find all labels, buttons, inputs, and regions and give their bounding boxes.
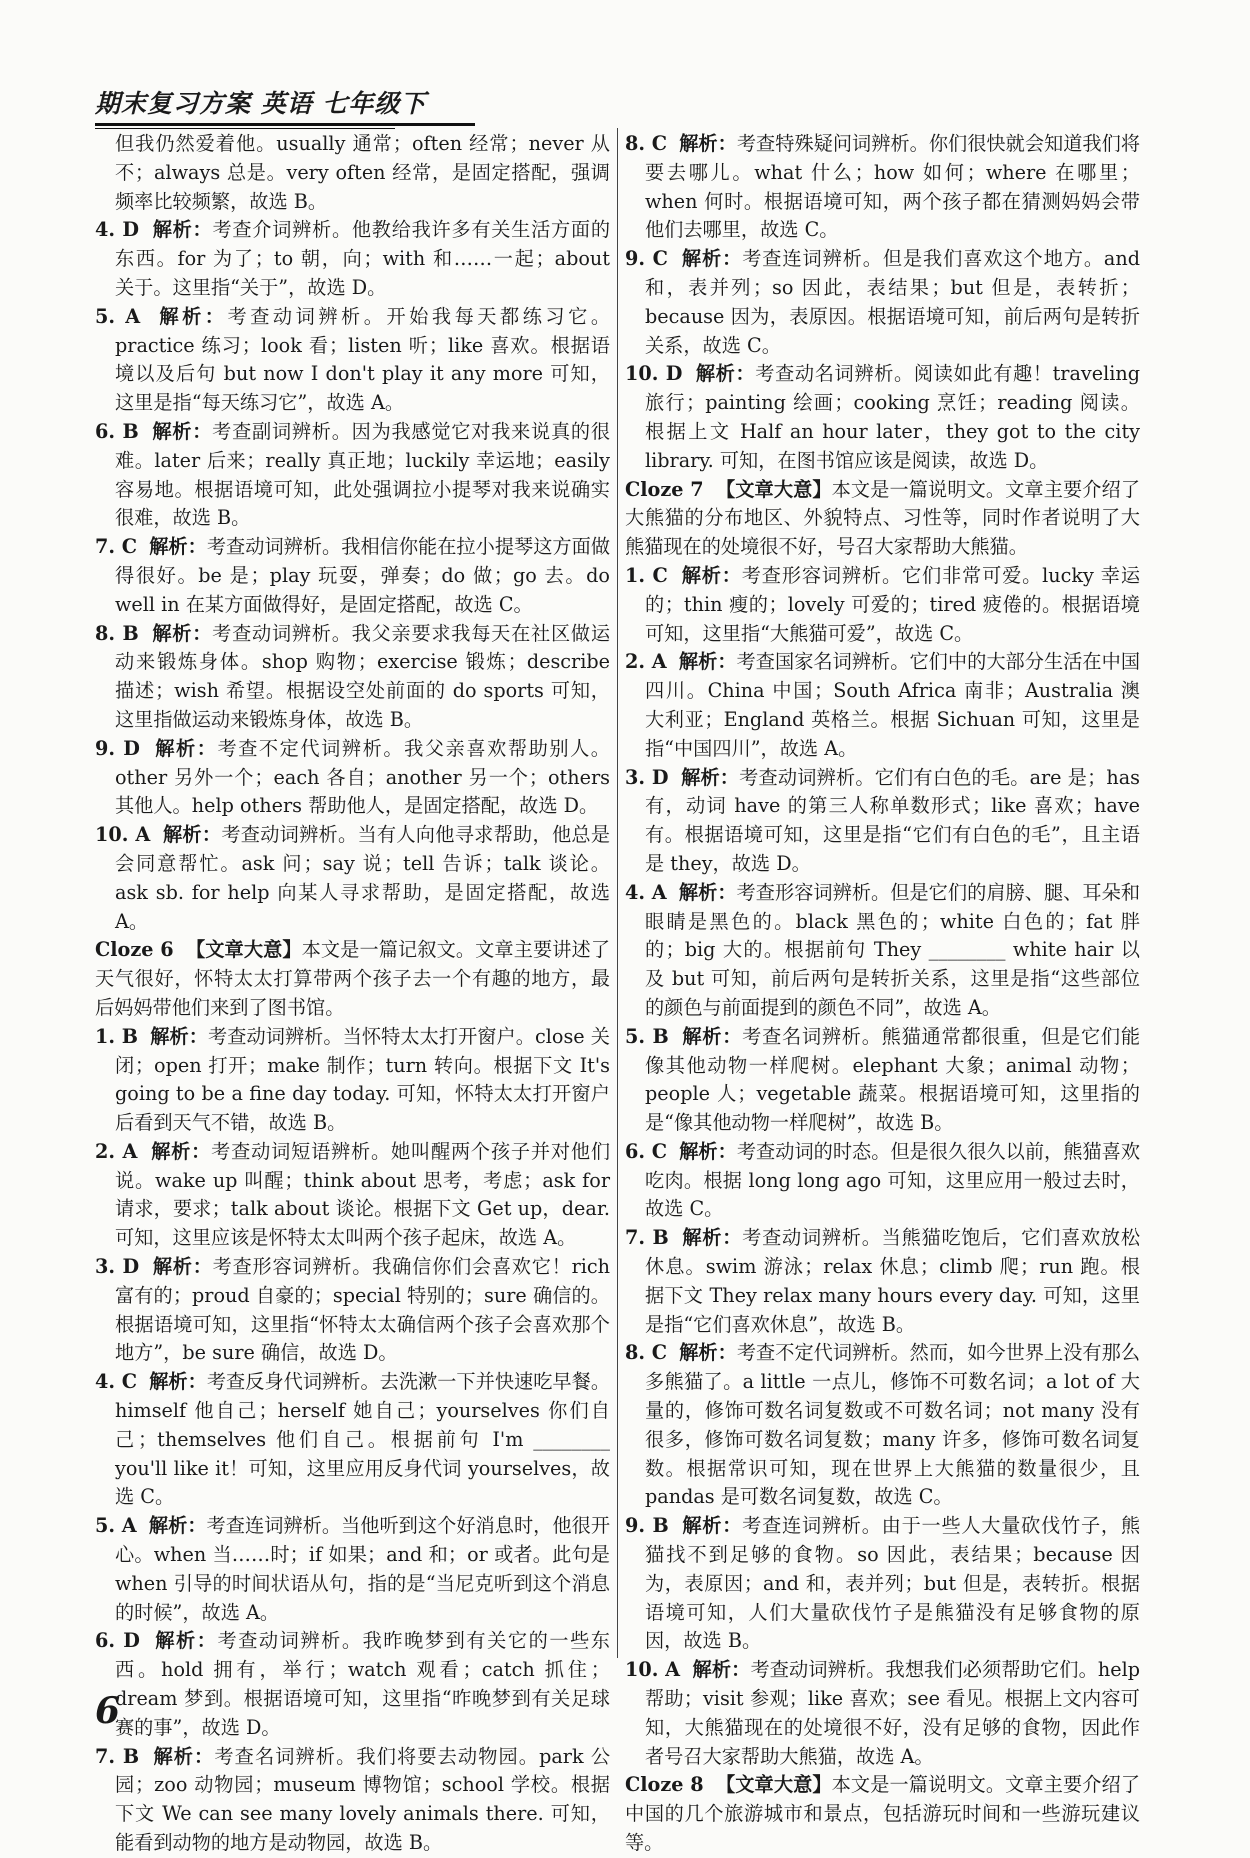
answer-number: 9. D xyxy=(95,736,140,760)
answer-number: 2. A xyxy=(95,1139,138,1163)
cloze-tag: 【文章大意】 xyxy=(715,1773,832,1797)
analysis-label: 解析： xyxy=(151,1139,212,1163)
analysis-label: 解析： xyxy=(159,304,228,328)
answer-text: 考查动词短语辨析。她叫醒两个孩子并对他们说。wake up 叫醒；think about 思考，考虑；ask for 请求，要求；talk about 谈论。根据下文 Get up，dear. 可知，这里应该是怀特太太叫两个孩子起床，故选 A。 xyxy=(115,1139,611,1250)
answer-number: 9. C xyxy=(625,247,668,271)
analysis-label: 解析： xyxy=(695,362,756,386)
analysis-label: 解析： xyxy=(152,218,213,242)
answer-number: 3. D xyxy=(95,1255,140,1279)
answer-text: 考查动词辨析。我相信你能在拉小提琴这方面做得很好。be 是；play 玩耍，弹奏；do 做；go 去。do well in 在某方面做得好，是固定搭配，故选 C。 xyxy=(115,535,611,616)
answer-text: 考查动词辨析。当熊猫吃饱后，它们喜欢放松休息。swim 游泳；relax 休息；climb 爬；run 跑。根据下文 They relax many hours every day. 可知，这里是指“它们喜欢休息”，故选 B。 xyxy=(645,1226,1141,1336)
answer-item xyxy=(625,764,1140,879)
analysis-label: 解析： xyxy=(155,1629,218,1653)
right-column xyxy=(625,130,1140,1858)
answer-number: 5. B xyxy=(625,1024,669,1048)
answer-number: 3. D xyxy=(625,765,669,789)
analysis-label: 解析： xyxy=(678,650,737,674)
answer-item xyxy=(95,1512,610,1627)
answer-item xyxy=(625,1656,1140,1771)
analysis-label: 解析： xyxy=(155,736,218,760)
analysis-label: 解析： xyxy=(149,1370,207,1394)
answer-text: 考查连词辨析。当他听到这个好消息时，他很开心。when 当……时；if 如果；and 和；or 或者。此句是 when 引导的时间状语从句，指的是“当尼克听到这个消息的时候”，故选 A。 xyxy=(115,1514,611,1624)
analysis-label: 解析： xyxy=(679,1341,737,1365)
answer-text: 考查形容词辨析。但是它们的肩膀、腿、耳朵和眼睛是黑色的。black 黑色的；white 白色的；fat 胖的；big 大的。根据前句 They ________ white hair 以及 but 可知，前后两句是转折关系，这里是指“这些部位的颜色与前面提到的颜色不同”，故选 A。 xyxy=(645,880,1141,1019)
answer-text: 考查连词辨析。但是我们喜欢这个地方。and 和，表并列；so 因此，表结果；but 但是，表转折；because 因为，表原因。根据语境可知，前后两句是转折关系，故选 C。 xyxy=(645,247,1140,357)
answer-number: 2. A xyxy=(625,650,667,674)
answer-item xyxy=(625,648,1140,763)
cloze-label: Cloze 6 xyxy=(95,938,174,962)
answer-item xyxy=(95,1627,610,1742)
analysis-label: 解析： xyxy=(679,1139,737,1163)
answer-number: 6. D xyxy=(95,1629,140,1653)
analysis-label: 解析： xyxy=(682,1514,743,1538)
cloze-summary xyxy=(625,1771,1140,1857)
answer-item xyxy=(95,735,610,821)
answer-text: 考查不定代词辨析。然而，如今世界上没有那么多熊猫了。a little 一点儿，修饰不可数名词；a lot of 大量的，修饰可数名词复数或不可数名词；not many 没有很多，修饰可数名词复数；many 许多，修饰可数名词复数。根据常识可知，现在世界上大熊猫的数量很少，且 pandas 是可数名词复数，故选 C。 xyxy=(645,1341,1141,1509)
answer-text: 考查名词辨析。熊猫通常都很重，但是它们能像其他动物一样爬树。elephant 大象；animal 动物；people 人；vegetable 蔬菜。根据语境可知，这里指的是“像其他动物一样爬树”，故选 B。 xyxy=(645,1024,1141,1135)
cloze-text: 本文是一篇记叙文。文章主要讲述了天气很好，怀特太太打算带两个孩子去一个有趣的地方，最后妈妈带他们来到了图书馆。 xyxy=(95,938,611,1019)
answer-item xyxy=(95,1253,610,1368)
header-title: 期末复习方案 英语 七年级下 xyxy=(95,89,427,118)
analysis-label: 解析： xyxy=(679,132,737,155)
answer-text: 考查连词辨析。由于一些人大量砍伐竹子，熊猫找不到足够的食物。so 因此，表结果；because 因为，表原因；and 和，表并列；but 但是，表转折。根据语境可知，人们大量砍伐竹子是熊猫没有足够食物的原因，故选 B。 xyxy=(645,1514,1141,1653)
answer-item xyxy=(625,130,1140,245)
answer-number: 10. A xyxy=(95,823,151,847)
answer-number: 10. A xyxy=(625,1658,681,1682)
cloze-label: Cloze 8 xyxy=(625,1773,704,1797)
answer-text: 考查动词辨析。我父亲要求我每天在社区做运动来锻炼身体。shop 购物；exercise 锻炼；describe 描述；wish 希望。根据设空处前面的 do sports 可知，这里指做运动来锻炼身体，故选 B。 xyxy=(115,621,611,731)
answer-item xyxy=(95,418,610,533)
answer-item xyxy=(95,821,610,936)
analysis-label: 解析： xyxy=(682,1024,743,1048)
answer-item xyxy=(625,1339,1140,1512)
analysis-label: 解析： xyxy=(149,535,207,559)
answer-item xyxy=(625,245,1140,360)
answer-text: 考查国家名词辨析。它们中的大部分生活在中国四川。China 中国；South Africa 南非；Australia 澳大利亚；England 英格兰。根据 Sichuan 可知，这里是指“中国四川”，故选 A。 xyxy=(645,650,1141,760)
answer-text: 考查副词辨析。因为我感觉它对我来说真的很难。later 后来；really 真正地；luckily 幸运地；easily 容易地。根据语境可知，此处强调拉小提琴对我来说确实很难，故选 B。 xyxy=(115,419,611,530)
answer-number: 8. C xyxy=(625,1341,667,1365)
answer-text: 考查名词辨析。我们将要去动物园。park 公园；zoo 动物园；museum 博物馆；school 学校。根据下文 We can see many lovely animals there. 可知，能看到动物的地方是动物园，故选 B。 xyxy=(115,1744,611,1855)
answer-number: 4. D xyxy=(95,218,140,242)
answer-number: 5. A xyxy=(95,304,141,328)
answer-text: 考查特殊疑问词辨析。你们很快就会知道我们将要去哪儿。what 什么；how 如何；where 在哪里；when 何时。根据语境可知，两个孩子都在猜测妈妈会带他们去哪里，故选 C。 xyxy=(645,132,1141,242)
answer-text: 考查动词的时态。但是很久很久以前，熊猫喜欢吃肉。根据 long long ago 可知，这里应用一般过去时，故选 C。 xyxy=(645,1139,1141,1221)
cloze-text: 本文是一篇说明文。文章主要介绍了大熊猫的分布地区、外貌特点、习性等，同时作者说明了大熊猫现在的处境很不好，号召大家帮助大熊猫。 xyxy=(625,477,1141,559)
cloze-summary xyxy=(95,936,610,1022)
analysis-label: 解析： xyxy=(153,1744,215,1768)
analysis-label: 解析： xyxy=(678,880,737,904)
answer-text: 考查形容词辨析。它们非常可爱。lucky 幸运的；thin 瘦的；lovely 可爱的；tired 疲倦的。根据语境可知，这里指“大熊猫可爱”，故选 C。 xyxy=(645,563,1141,645)
answer-item xyxy=(625,1512,1140,1656)
answer-text: 考查介词辨析。他教给我许多有关生活方面的东西。for 为了；to 朝，向；with 和……一起；about 关于。这里指“关于”，故选 D。 xyxy=(115,218,611,299)
column-divider xyxy=(617,128,618,1658)
answer-text: 考查动词辨析。开始我每天都练习它。practice 练习；look 看；listen 听；like 喜欢。根据语境以及后句 but now I don't play it any more 可知，这里是指“每天练习它”，故选 A。 xyxy=(115,304,611,415)
answer-text: 考查动名词辨析。阅读如此有趣！traveling 旅行；painting 绘画；cooking 烹饪；reading 阅读。根据上文 Half an hour later，they got to the city library. 可知，在图书馆应该是阅读，故选 D。 xyxy=(645,362,1141,472)
answer-number: 5. A xyxy=(95,1514,137,1538)
answer-text: 考查动词辨析。当有人向他寻求帮助，他总是会同意帮忙。ask 问；say 说；tell 告诉；talk 谈论。ask sb. for help 向某人寻求帮助，是固定搭配，故选 A。 xyxy=(115,823,611,933)
cloze-tag: 【文章大意】 xyxy=(185,938,302,962)
answer-item xyxy=(625,1023,1140,1138)
answer-text: 考查反身代词辨析。去洗漱一下并快速吃早餐。himself 他自己；herself 她自己；yourselves 你们自己；themselves 他们自己。根据前句 I'm ________ you'll like it！可知，这里应用反身代词 yourselves，故选 C。 xyxy=(115,1370,611,1509)
carry-over-text: 但我仍然爱着他。usually 通常；often 经常；never 从不；always 总是。very often 经常，是固定搭配，强调频率比较频繁，故选 B。 xyxy=(115,132,610,213)
analysis-label: 解析： xyxy=(162,823,222,847)
answer-item xyxy=(95,1023,610,1138)
answer-item xyxy=(95,303,610,418)
cloze-text: 本文是一篇说明文。文章主要介绍了中国的几个旅游城市和景点，包括游玩时间和一些游玩建议等。 xyxy=(625,1773,1141,1855)
answer-text: 考查动词辨析。我想我们必须帮助它们。help 帮助；visit 参观；like 喜欢；see 看见。根据上文内容可知，大熊猫现在的处境很不好，没有足够的食物，因此作者号召大家帮助大熊猫，故选 A。 xyxy=(645,1658,1141,1768)
answer-text: 考查动词辨析。它们有白色的毛。are 是；has 有，动词 have 的第三人称单数形式；like 喜欢；have 有。根据语境可知，这里是指“它们有白色的毛”，且主语是 they，故选 D。 xyxy=(645,765,1141,875)
answer-number: 8. B xyxy=(95,621,139,645)
cloze-label: Cloze 7 xyxy=(625,477,704,501)
answer-number: 1. B xyxy=(95,1024,138,1048)
answer-number: 7. C xyxy=(95,535,137,559)
analysis-label: 解析： xyxy=(681,765,740,789)
answer-number: 6. C xyxy=(625,1139,667,1163)
analysis-label: 解析： xyxy=(148,1514,207,1538)
answer-item xyxy=(625,1138,1140,1224)
answer-number: 7. B xyxy=(625,1226,669,1250)
left-column xyxy=(95,130,610,1858)
answer-item xyxy=(625,1224,1140,1339)
analysis-label: 解析： xyxy=(152,1255,213,1279)
analysis-label: 解析： xyxy=(681,563,742,587)
header-rule-thin xyxy=(95,128,395,129)
cloze-tag: 【文章大意】 xyxy=(715,477,832,501)
answer-number: 7. B xyxy=(95,1744,140,1768)
answer-number: 10. D xyxy=(625,362,683,386)
answer-number: 1. C xyxy=(625,563,668,587)
answer-item xyxy=(95,620,610,735)
answer-number: 4. A xyxy=(625,880,667,904)
analysis-label: 解析： xyxy=(681,247,743,271)
page-header xyxy=(95,84,475,129)
answer-number: 6. B xyxy=(95,419,139,443)
answer-item xyxy=(625,562,1140,648)
cloze-summary xyxy=(625,476,1140,562)
analysis-label: 解析： xyxy=(150,1024,208,1048)
answer-text: 考查动词辨析。当怀特太太打开窗户。close 关闭；open 打开；make 制作；turn 转向。根据下文 It's going to be a fine day today. 可知，怀特太太打开窗户后看到天气不错，故选 B。 xyxy=(115,1024,610,1135)
answer-text: 考查不定代词辨析。我父亲喜欢帮助别人。other 另外一个；each 各自；another 另一个；others 其他人。help others 帮助他人，是固定搭配，故选 D。 xyxy=(115,736,610,818)
answer-item xyxy=(95,1743,610,1858)
analysis-label: 解析： xyxy=(152,621,213,645)
analysis-label: 解析： xyxy=(152,419,213,443)
analysis-label: 解析： xyxy=(692,1658,751,1682)
answer-item xyxy=(625,879,1140,1023)
header-rule xyxy=(95,123,475,126)
analysis-label: 解析： xyxy=(682,1226,743,1250)
answer-item xyxy=(95,216,610,302)
answer-text: 考查形容词辨析。我确信你们会喜欢它！rich 富有的；proud 自豪的；special 特别的；sure 确信的。根据语境可知，这里指“怀特太太确信两个孩子会喜欢那个地方”，be sure 确信，故选 D。 xyxy=(115,1255,611,1365)
answer-number: 4. C xyxy=(95,1370,137,1394)
page-number: 6 xyxy=(95,1690,121,1732)
answer-number: 9. B xyxy=(625,1514,669,1538)
answer-text: 考查动词辨析。我昨晚梦到有关它的一些东西。hold 拥有，举行；watch 观看；catch 抓住；dream 梦到。根据语境可知，这里指“昨晚梦到有关足球赛的事”，故选 D。 xyxy=(115,1629,610,1739)
answer-item xyxy=(95,1138,610,1253)
answer-number: 8. C xyxy=(625,132,667,155)
answer-item xyxy=(625,360,1140,475)
answer-item xyxy=(95,1368,610,1512)
answer-item xyxy=(95,533,610,619)
